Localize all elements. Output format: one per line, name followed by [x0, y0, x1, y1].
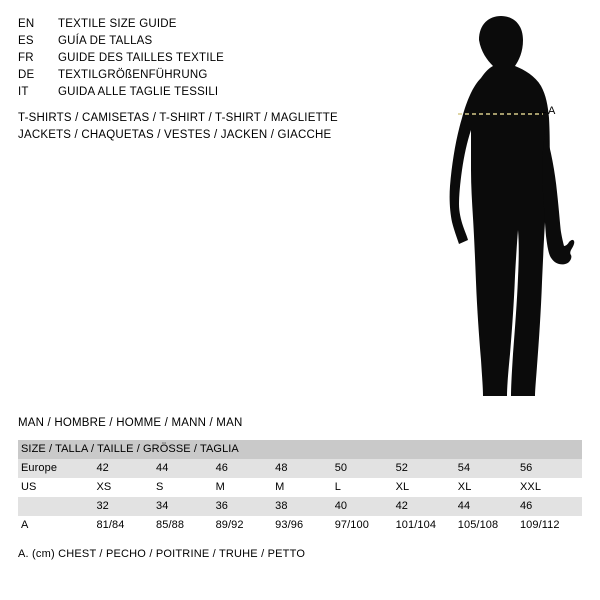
table-row — [18, 516, 582, 535]
cell: M — [275, 478, 335, 497]
language-title: TEXTILE SIZE GUIDE — [58, 18, 177, 30]
cell: 105/108 — [458, 516, 520, 535]
table-header-row — [18, 440, 582, 459]
cell: 36 — [216, 497, 276, 516]
language-title: GUIDE DES TAILLES TEXTILE — [58, 52, 225, 64]
cell: 52 — [396, 459, 458, 478]
language-title: GUIDA ALLE TAGLIE TESSILI — [58, 86, 219, 98]
cell: 34 — [156, 497, 216, 516]
cell: 42 — [396, 497, 458, 516]
language-code: ES — [18, 35, 34, 47]
category-line-tshirts: T-SHIRTS / CAMISETAS / T-SHIRT / T-SHIRT / MAGLIETTE — [18, 112, 338, 124]
cell: 46 — [216, 459, 276, 478]
language-code: EN — [18, 18, 35, 30]
measure-leader-line — [528, 112, 546, 113]
table-row — [18, 478, 582, 497]
language-code: FR — [18, 52, 34, 64]
table-row — [18, 497, 582, 516]
cell: 93/96 — [275, 516, 335, 535]
language-code: DE — [18, 69, 35, 81]
cell: 101/104 — [396, 516, 458, 535]
cell: 44 — [156, 459, 216, 478]
male-silhouette-figure — [415, 10, 595, 405]
cell: 44 — [458, 497, 520, 516]
language-row — [18, 84, 418, 100]
table-row — [18, 459, 582, 478]
cell: XS — [96, 478, 156, 497]
cell: 46 — [520, 497, 582, 516]
cell: 48 — [275, 459, 335, 478]
cell: 109/112 — [520, 516, 582, 535]
language-row — [18, 50, 418, 66]
category-list — [18, 110, 438, 144]
language-title: GUÍA DE TALLAS — [58, 35, 153, 47]
cell: L — [335, 478, 396, 497]
language-code: IT — [18, 86, 29, 98]
category-line-jackets: JACKETS / CHAQUETAS / VESTES / JACKEN / GIACCHE — [18, 129, 332, 141]
language-list — [18, 16, 418, 101]
language-row — [18, 16, 418, 32]
cell: 32 — [96, 497, 156, 516]
cell: XL — [396, 478, 458, 497]
table-header-label: SIZE / TALLA / TAILLE / GRÖSSE / TAGLIA — [18, 440, 582, 459]
cell: M — [216, 478, 276, 497]
size-table — [18, 440, 582, 535]
language-row — [18, 67, 418, 83]
cell: XXL — [520, 478, 582, 497]
cell: 97/100 — [335, 516, 396, 535]
cell: 56 — [520, 459, 582, 478]
cell: S — [156, 478, 216, 497]
language-row — [18, 33, 418, 49]
male-torso-silhouette-icon — [415, 10, 595, 405]
cell: 40 — [335, 497, 396, 516]
cell: 50 — [335, 459, 396, 478]
cell: 38 — [275, 497, 335, 516]
footnote: A. (cm) CHEST / PECHO / POITRINE / TRUHE / PETTO — [18, 548, 306, 560]
cell: 42 — [96, 459, 156, 478]
cell: 81/84 — [96, 516, 156, 535]
measure-label-a: A — [548, 105, 556, 117]
row-label: Europe — [18, 459, 96, 478]
table-section-title: MAN / HOMBRE / HOMME / MANN / MAN — [18, 417, 243, 429]
row-label — [18, 497, 96, 516]
cell: 54 — [458, 459, 520, 478]
language-title: TEXTILGRÖßENFÜHRUNG — [58, 69, 208, 81]
cell: 85/88 — [156, 516, 216, 535]
row-label: US — [18, 478, 96, 497]
cell: XL — [458, 478, 520, 497]
row-label: A — [18, 516, 96, 535]
cell: 89/92 — [216, 516, 276, 535]
